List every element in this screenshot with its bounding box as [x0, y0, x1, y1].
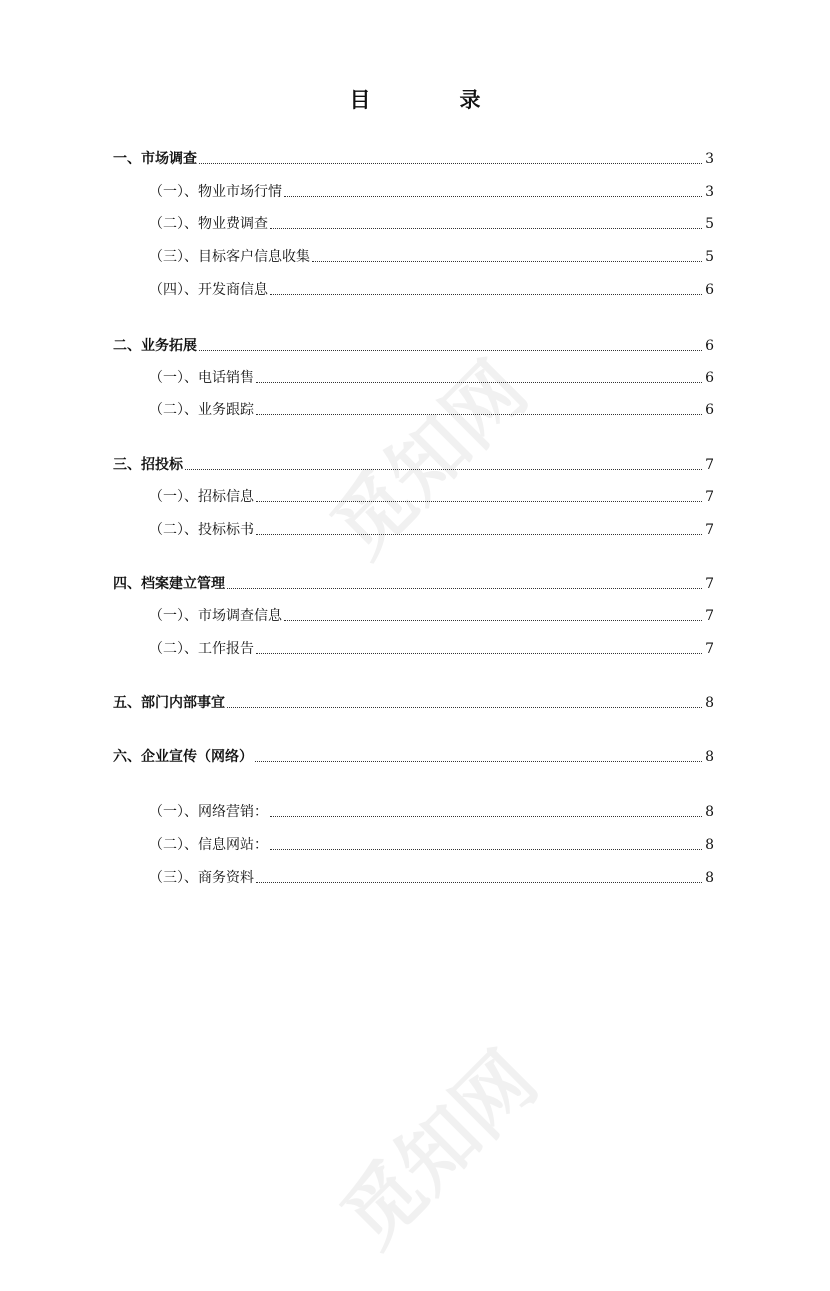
toc-page-number: 7	[705, 576, 714, 592]
toc-entry	[0, 365, 830, 387]
toc-entry-text: （二）、投标标书	[149, 522, 254, 538]
toc-entry-text: （二）、业务跟踪	[149, 402, 254, 418]
toc-entry	[0, 799, 830, 821]
toc-page-number: 8	[705, 749, 714, 765]
toc-entry	[0, 571, 830, 593]
toc-entry	[0, 179, 830, 201]
toc-entry	[0, 603, 830, 625]
toc-page-number: 3	[705, 151, 714, 167]
toc-entry	[0, 146, 830, 168]
toc-leader	[312, 261, 702, 262]
toc-page-number: 5	[705, 216, 714, 232]
toc-page-number: 6	[705, 338, 714, 354]
toc-entry	[0, 517, 830, 539]
toc-page-number: 8	[705, 804, 714, 820]
toc-entry-text: （一）、网络营销：	[149, 804, 268, 820]
toc-page-number: 8	[705, 695, 714, 711]
toc-page-number: 7	[705, 457, 714, 473]
watermark: 觅知网	[315, 345, 545, 575]
toc-entry-text: （二）、物业费调查	[149, 216, 268, 232]
toc-page-number: 7	[705, 522, 714, 538]
toc-entry-text: （二）、信息网站：	[149, 837, 268, 853]
toc-leader	[227, 707, 702, 708]
toc-entry	[0, 211, 830, 233]
toc-page-number: 5	[705, 249, 714, 265]
toc-page-number: 8	[705, 837, 714, 853]
toc-page-number: 6	[705, 282, 714, 298]
toc-leader	[256, 414, 702, 415]
toc-leader	[270, 816, 702, 817]
toc-entry-text: （一）、电话销售	[149, 370, 254, 386]
toc-leader	[255, 761, 702, 762]
toc-leader	[199, 350, 702, 351]
toc-leader	[227, 588, 702, 589]
toc-entry	[0, 484, 830, 506]
toc-leader	[284, 196, 702, 197]
toc-leader	[270, 228, 702, 229]
toc-entry-text: （三）、目标客户信息收集	[149, 249, 310, 265]
toc-page-number: 8	[705, 870, 714, 886]
toc-leader	[199, 163, 702, 164]
toc-entry	[0, 277, 830, 299]
toc-entry-text: 三、招投标	[113, 457, 183, 473]
toc-leader	[284, 620, 702, 621]
toc-leader	[256, 382, 702, 383]
toc-entry-text: 五、部门内部事宜	[113, 695, 225, 711]
toc-entry	[0, 397, 830, 419]
toc-entry-text: 六、企业宣传（网络）	[113, 749, 253, 765]
toc-leader	[185, 469, 702, 470]
toc-entry-text: 四、档案建立管理	[113, 576, 225, 592]
toc-entry	[0, 636, 830, 658]
toc-entry-text: （三）、商务资料	[149, 870, 254, 886]
toc-leader	[256, 882, 702, 883]
toc-page-number: 7	[705, 608, 714, 624]
toc-entry-text: （一）、市场调查信息	[149, 608, 282, 624]
toc-page-number: 6	[705, 402, 714, 418]
toc-entry-text: （一）、招标信息	[149, 489, 254, 505]
toc-page-number: 7	[705, 489, 714, 505]
toc-entry	[0, 744, 830, 766]
toc-entry-text: 一、市场调查	[113, 151, 197, 167]
toc-leader	[270, 294, 702, 295]
toc-entry-text: 二、业务拓展	[113, 338, 197, 354]
toc-entry	[0, 865, 830, 887]
toc-leader	[256, 653, 702, 654]
toc-entry-text: （四）、开发商信息	[149, 282, 268, 298]
toc-entry	[0, 690, 830, 712]
page-title: 目 录	[349, 88, 515, 112]
toc-entry	[0, 832, 830, 854]
toc-page-number: 7	[705, 641, 714, 657]
toc-page-number: 3	[705, 184, 714, 200]
toc-entry-text: （一）、物业市场行情	[149, 184, 282, 200]
toc-entry	[0, 244, 830, 266]
toc-entry	[0, 333, 830, 355]
toc-entry-text: （二）、工作报告	[149, 641, 254, 657]
toc-page-number: 6	[705, 370, 714, 386]
toc-entry	[0, 452, 830, 474]
toc-leader	[256, 501, 702, 502]
toc-leader	[256, 534, 702, 535]
toc-leader	[270, 849, 702, 850]
watermark-bottom: 觅知网	[325, 1035, 555, 1265]
